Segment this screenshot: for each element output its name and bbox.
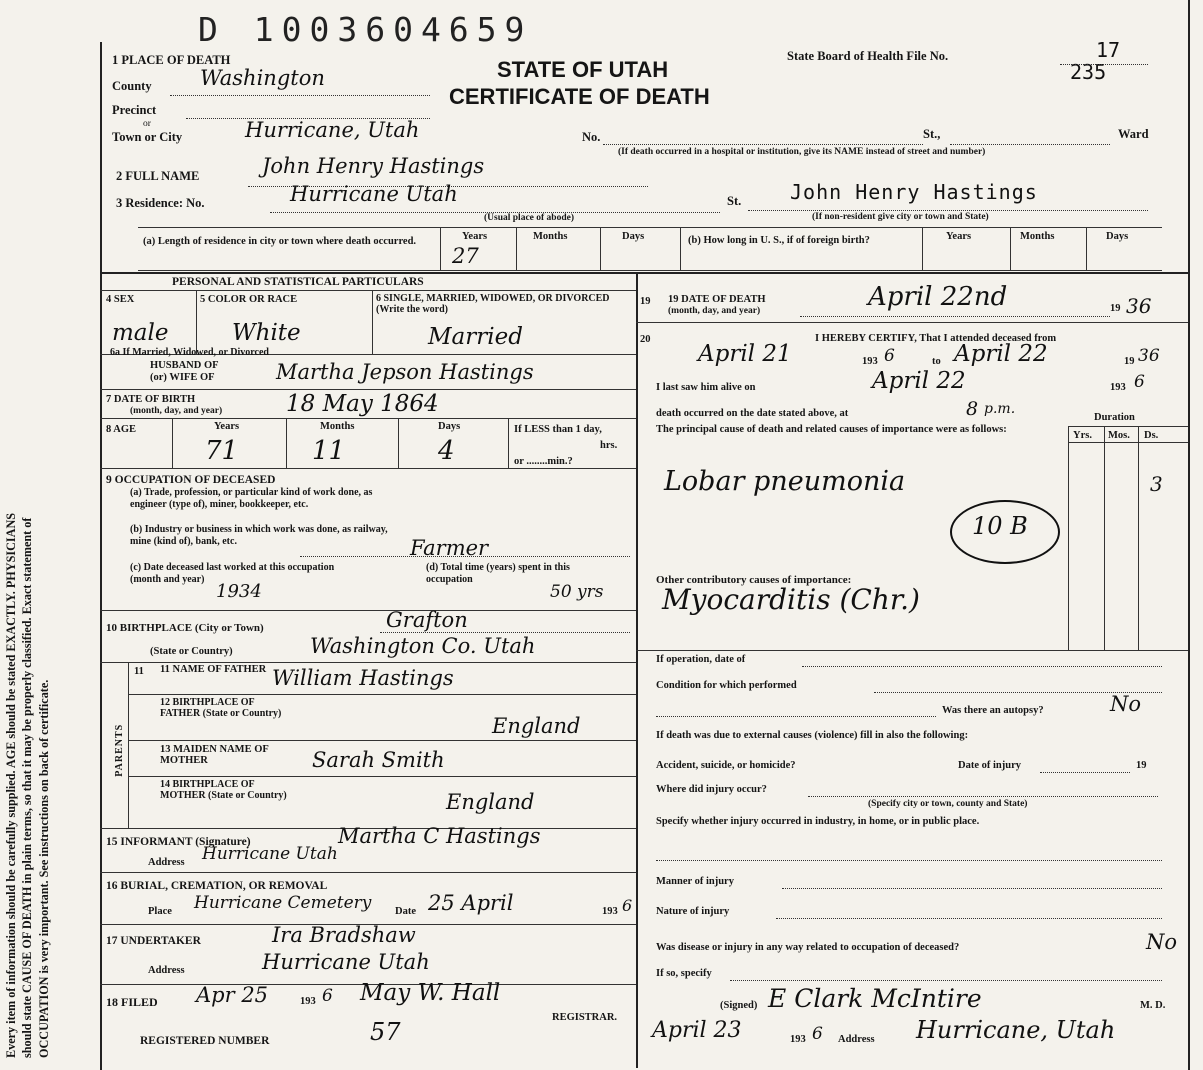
duration-label: Duration [1094,412,1135,423]
certify-num: 20 [640,334,651,345]
attended-to-value: April 22 [954,341,1048,367]
undertaker-value: Ira Bradshaw [272,923,416,947]
disease-related-label: Was disease or injury in any way related to occupation of deceased? [656,942,960,953]
undertaker-label: 17 UNDERTAKER [106,935,201,947]
street-number-label: No. [582,130,601,144]
total-time-value: 50 yrs [550,582,604,602]
death-year-digit: 36 [1126,294,1152,318]
if-so-label: If so, specify [656,968,712,979]
or-label: or [143,119,151,129]
principal-cause-value: Lobar pneumonia [664,466,906,497]
age-label: 8 AGE [106,424,137,435]
filed-date-value: Apr 25 [196,983,269,1007]
attended-from-year-print: 193 [862,356,878,367]
birthplace-state-value: Washington Co. Utah [310,634,536,658]
hrs-label: hrs. [600,440,618,451]
margin-instructions [0,48,52,1058]
spouse-value: Martha Jepson Hastings [276,360,534,384]
signed-year-print: 193 [790,1034,806,1045]
signed-year-digit: 6 [812,1024,823,1044]
precinct-label: Precinct [112,103,157,117]
burial-place-value: Hurricane Cemetery [194,893,372,913]
death-date-sublabel: (month, day, and year) [668,306,761,316]
filed-label: 18 FILED [106,995,158,1009]
sex-value: male [112,320,169,346]
months-header-b: Months [1020,231,1055,242]
principal-cause-duration: 3 [1150,472,1163,496]
duration-mos-header: Mos. [1108,430,1130,441]
duration-ds-header: Ds. [1144,430,1159,441]
principal-cause-label: The principal cause of death and related causes of importance were as follows: [656,424,1007,435]
father-name-value: William Hastings [272,666,454,690]
attended-to-label: to [932,356,941,367]
accident-label: Accident, suicide, or homicide? [656,760,796,771]
cause-code-value: 10 B [972,512,1028,540]
burial-date-value: 25 April [428,891,514,915]
birthplace-city-value: Grafton [386,608,468,632]
residence-years-value: 27 [452,244,479,268]
marital-status-value: Married [428,324,523,350]
margin-line-4: OCCUPATION is very important. See instructions on back of certificate. [36,679,51,1058]
less-than-label: If LESS than 1 day, [514,424,602,435]
mother-birthplace-label: 14 BIRTHPLACE OF MOTHER (State or Country) [160,779,287,801]
death-occurred-label: death occurred on the date stated above, at [656,408,849,419]
occupation-a-label: (a) Trade, profession, or particular kind of work done, as engineer (type of), miner, bookkeeper, etc. [130,487,373,510]
signed-date-value: April 23 [652,1018,742,1043]
parents-side-label: PARENTS [114,723,126,777]
informant-address-label: Address [148,857,185,868]
birthplace-label: 10 BIRTHPLACE (City or Town) [106,622,264,634]
last-saw-year-digit: 6 [1134,372,1145,392]
last-saw-year-print: 193 [1110,382,1126,393]
file-number-label: State Board of Health File No. [787,49,949,63]
residence-value: Hurricane Utah [290,182,458,206]
mother-birthplace-value: England [446,790,535,814]
margin-line-3: should state CAUSE OF DEATH in plain terms, so that it may be properly classified. Exact statement of [20,517,34,1058]
place-of-death-label: 1 PLACE OF DEATH [112,53,231,67]
street-label: St., [923,127,941,141]
registered-number-value: 57 [370,1018,401,1046]
disease-related-value: No [1146,930,1178,954]
last-worked-value: 1934 [216,581,262,602]
last-worked-label: (c) Date deceased last worked at this occupation (month and year) [130,562,335,585]
manner-label: Manner of injury [656,876,734,887]
death-date-num: 19 [640,296,651,307]
ward-label: Ward [1118,127,1149,141]
registrar-label: REGISTRAR. [552,1012,618,1023]
age-days-header: Days [438,421,461,432]
days-header-b: Days [1106,231,1129,242]
signed-label: (Signed) [720,1000,758,1011]
nonresident-note: (If non-resident give city or town and State) [812,212,989,222]
occupation-value: Farmer [410,536,489,560]
certificate-serial-number: D 1003604659 [198,10,533,49]
spouse-label-1: 6a If Married, Widowed, or Divorced [110,347,269,358]
age-months-value: 11 [312,436,346,466]
months-header-a: Months [533,231,568,242]
town-label: Town or City [112,130,183,144]
full-name-typed: John Henry Hastings [790,180,1038,204]
attended-from-year-digit: 6 [884,346,895,366]
spouse-label-2: HUSBAND OF [150,360,219,371]
state-title: STATE OF UTAH [497,57,669,82]
burial-year-print: 193 [602,906,618,917]
other-causes-value: Myocarditis (Chr.) [662,583,920,616]
min-label: or ........min.? [514,456,573,467]
injury-date-label: Date of injury [958,760,1021,771]
burial-date-label: Date [395,906,416,917]
last-saw-label: I last saw him alive on [656,382,756,393]
informant-value: Martha C Hastings [338,824,541,848]
certify-text: I HEREBY CERTIFY, That I attended deceased from [815,333,1057,344]
hospital-note: (If death occurred in a hospital or institution, give its NAME instead of street and number) [618,147,986,157]
certificate-title: CERTIFICATE OF DEATH [449,84,710,109]
residence-street-label: St. [727,194,742,208]
injury-year-label: 19 [1136,760,1147,771]
age-years-value: 71 [205,436,239,466]
autopsy-label: Was there an autopsy? [942,705,1044,716]
external-causes-label: If death was due to external causes (violence) fill in also the following: [656,730,969,741]
years-header-b: Years [946,231,972,242]
full-name-value: John Henry Hastings [262,154,485,178]
occupation-label: 9 OCCUPATION OF DECEASED [106,474,276,486]
specify-location-note: (Specify city or town, county and State) [868,799,1028,809]
personal-particulars-header: PERSONAL AND STATISTICAL PARTICULARS [172,276,424,288]
margin-line-2: Every item of information should be carefully supplied. AGE should be stated EXACTLY. PHYSICIANS [3,512,18,1058]
death-time-value: 8 [966,398,979,420]
nature-label: Nature of injury [656,906,730,917]
age-years-header: Years [214,421,240,432]
undertaker-address-value: Hurricane Utah [262,950,430,974]
father-birthplace-label: 12 BIRTHPLACE OF FATHER (State or Country) [160,697,282,719]
total-time-label: (d) Total time (years) spent in this occupation [426,562,570,585]
md-label: M. D. [1140,1000,1166,1011]
file-number-2: 235 [1070,60,1107,84]
file-number-1: 17 [1096,38,1121,62]
registered-number-label: REGISTERED NUMBER [140,1035,270,1047]
race-label: 5 COLOR OR RACE [200,294,298,305]
usual-abode-note: (Usual place of abode) [484,213,574,223]
years-header-a: Years [462,231,488,242]
length-residence-label: (a) Length of residence in city or town where death occurred. [143,236,417,247]
other-causes-label: Other contributory causes of importance: [656,574,852,586]
foreign-birth-label: (b) How long in U. S., if of foreign birth? [688,235,870,246]
operation-label: If operation, date of [656,654,746,665]
marital-status-label: 6 SINGLE, MARRIED, WIDOWED, OR DIVORCED (Write the word) [376,293,610,315]
birth-date-value: 18 May 1864 [286,391,439,417]
physician-signature: E Clark McIntire [768,984,982,1013]
full-name-label: 2 FULL NAME [116,169,200,183]
days-header-a: Days [622,231,645,242]
age-months-header: Months [320,421,355,432]
death-year-print: 19 [1110,303,1121,314]
burial-label: 16 BURIAL, CREMATION, OR REMOVAL [106,880,328,892]
attended-from-value: April 21 [698,341,792,367]
informant-label: 15 INFORMANT (Signature) [106,836,251,848]
left-border [100,42,102,1070]
physician-address-value: Hurricane, Utah [916,1016,1116,1044]
sex-label: 4 SEX [106,294,135,305]
mother-name-value: Sarah Smith [312,748,445,772]
death-time-ampm: p.m. [984,401,1016,417]
birthplace-state-label: (State or Country) [150,646,233,657]
condition-label: Condition for which performed [656,680,797,691]
father-name-label-num: 11 [134,666,144,677]
industry-label: Specify whether injury occurred in industry, in home, or in public place. [656,816,980,827]
filed-year-print: 193 [300,996,316,1007]
where-injury-label: Where did injury occur? [656,784,767,795]
duration-yrs-header: Yrs. [1073,430,1092,441]
autopsy-value: No [1110,692,1142,716]
attended-to-year-print: 19 [1124,356,1135,367]
father-name-label: 11 NAME OF FATHER [160,664,267,675]
filed-year-digit: 6 [322,986,333,1006]
death-date-value: April 22nd [868,282,1008,312]
town-value: Hurricane, Utah [245,118,420,142]
mother-name-label: 13 MAIDEN NAME OF MOTHER [160,744,269,767]
attended-to-year-digit: 36 [1138,346,1160,366]
spouse-label-3: (or) WIFE OF [150,372,215,383]
father-birthplace-value: England [492,714,581,738]
birth-date-label: 7 DATE OF BIRTH [106,394,196,405]
right-border [1188,0,1190,1070]
county-value: Washington [200,66,325,90]
informant-address-value: Hurricane Utah [202,844,338,864]
birth-date-sublabel: (month, day, and year) [130,406,223,416]
physician-address-label: Address [838,1034,875,1045]
last-saw-value: April 22 [872,368,966,394]
county-label: County [112,79,152,93]
occupation-b-label: (b) Industry or business in which work was done, as railway, mine (kind of), bank, etc. [130,524,388,547]
residence-label: 3 Residence: No. [116,196,205,210]
burial-place-label: Place [148,906,172,917]
burial-year-digit: 6 [622,896,633,915]
race-value: White [232,320,301,346]
registrar-signature: May W. Hall [360,980,501,1006]
undertaker-address-label: Address [148,965,185,976]
age-days-value: 4 [438,436,455,466]
death-date-label: 19 DATE OF DEATH [668,294,766,305]
